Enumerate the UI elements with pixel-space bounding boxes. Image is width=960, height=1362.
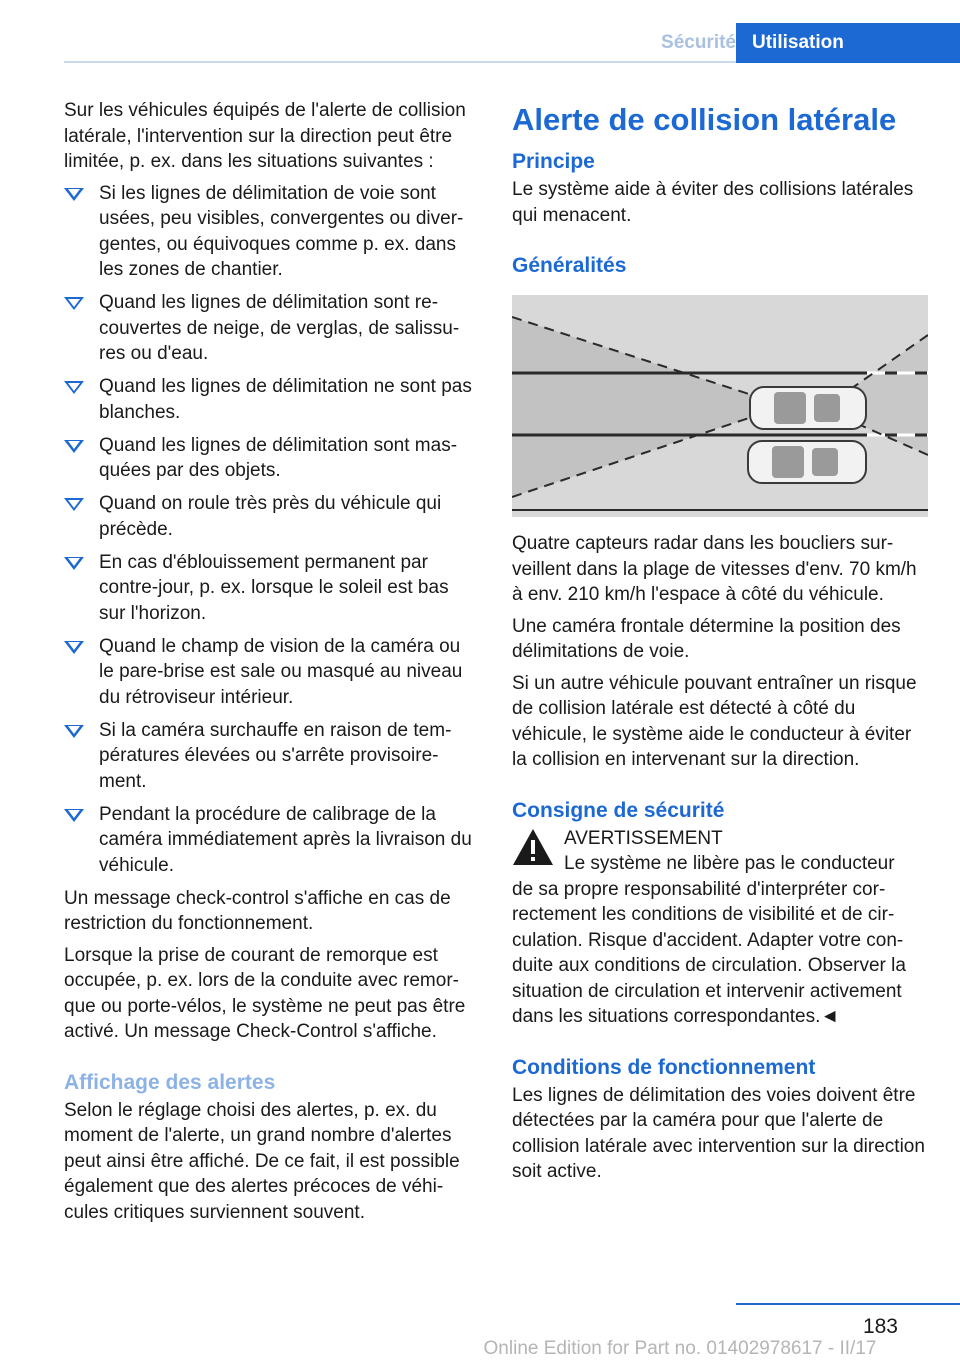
bullet-triangle-icon: [64, 557, 84, 570]
conditions-paragraph: Les lignes de délimitation des voies doivent être détectées par la caméra pour que l'alerte de collision latérale avec intervention sur la direction soit active.: [512, 1084, 925, 1182]
footer-rule: [736, 1303, 960, 1305]
list-item-text: Si la caméra surchauffe en raison de températures élevées ou s'arrête provisoirement.: [99, 719, 452, 792]
heading-principe: Principe: [512, 150, 595, 173]
bullet-triangle-icon: [64, 188, 84, 201]
generalites-paragraph-2: Une caméra frontale détermine la position des délimitations de voie.: [512, 615, 901, 662]
list-item-text: Si les lignes de délimitation de voie sont usées, peu visibles, convergentes ou divergentes, ou équivoques comme p. ex. dans les zones de chantier.: [99, 182, 464, 280]
warning-block: [512, 826, 930, 1030]
bullet-triangle-icon: [64, 809, 84, 822]
list-item-text: Quand on roule très près du véhicule qui précède.: [99, 493, 442, 540]
heading-consigne: Consigne de sécurité: [512, 798, 725, 822]
left-column: [64, 98, 479, 1231]
list-item: [64, 718, 479, 795]
principe-paragraph: Le système aide à éviter des collisions latérales qui menacent.: [512, 179, 914, 226]
car-ego: [750, 387, 866, 429]
list-item-text: Quand les lignes de délimitation sont recouvertes de neige, de verglas, de salissures ou d'eau.: [99, 292, 460, 364]
bullet-triangle-icon: [64, 297, 84, 310]
limitations-list: [64, 181, 479, 879]
road-diagram: [512, 295, 928, 517]
list-item: [64, 181, 479, 283]
list-item: [64, 491, 479, 542]
trailer-paragraph: Lorsque la prise de courant de remorque est occupée, p. ex. lors de la conduite avec remorque ou porte-vélos, le système ne peut pas être activé. Un message Check-Control s'affiche.: [64, 944, 466, 1042]
list-item: [64, 433, 479, 484]
warning-label: AVERTISSEMENT: [564, 827, 723, 849]
warning-text-first-line: Le système ne libère pas le conducteur: [564, 853, 895, 874]
list-item: [64, 290, 479, 367]
page-number: 183: [862, 1315, 898, 1338]
list-item-text: Pendant la procédure de calibrage de la caméra immédiatement après la livraison du véhicule.: [99, 803, 472, 876]
list-item-text: Quand les lignes de délimitation ne sont pas blanches.: [99, 376, 472, 423]
list-item-text: En cas d'éblouissement permanent par contre-jour, p. ex. lorsque le soleil est bas sur l'horizon.: [99, 551, 449, 624]
list-item: [64, 634, 479, 711]
warning-text: de sa propre responsabilité d'interpréter correctement les conditions de visibilité et de circulation. Risque d'accident. Adapter votre conduite aux conditions de circulation. Observer la situation de circulation et intervenir activement dans les situations correspondantes.◄: [512, 878, 906, 1027]
generalites-paragraph-3: Si un autre véhicule pouvant entraîner un risque de collision latérale est détecté à côté du véhicule, le système aide le conducteur à éviter la collision en intervenant sur la direction.: [512, 672, 917, 770]
edition-footer: Online Edition for Part no. 01402978617 - II/17: [483, 1338, 877, 1359]
warning-triangle-icon: [512, 828, 554, 866]
bullet-triangle-icon: [64, 498, 84, 511]
list-item: [64, 802, 479, 879]
heading-alerts-display: Affichage des alertes: [64, 1070, 276, 1094]
list-item: [64, 374, 479, 425]
page-title: Alerte de collision latérale: [512, 102, 897, 137]
check-control-paragraph: Un message check-control s'affiche en cas de restriction du fonctionnement.: [64, 887, 451, 934]
bullet-triangle-icon: [64, 725, 84, 738]
heading-conditions: Conditions de fonctionnement: [512, 1055, 816, 1079]
alerts-paragraph: Selon le réglage choisi des alertes, p. ex. du moment de l'alerte, un grand nombre d'alertes peut ainsi être affiché. De ce fait, il est possible également que des alertes précoces de véhicules critiques surviennent souvent.: [64, 1099, 460, 1223]
list-item: [64, 550, 479, 627]
bullet-triangle-icon: [64, 440, 84, 453]
car-adjacent: [748, 441, 866, 483]
bullet-triangle-icon: [64, 381, 84, 394]
generalites-paragraph-1: Quatre capteurs radar dans les boucliers surveillent dans la plage de vitesses d'env. 70 km/h à env. 210 km/h l'espace à côté du véhicule.: [512, 533, 917, 605]
bullet-triangle-icon: [64, 641, 84, 654]
radar-coverage-illustration: [512, 295, 928, 517]
heading-generalites: Généralités: [512, 254, 627, 277]
header-tab-securite[interactable]: Sécurité: [661, 32, 736, 53]
intro-paragraph: Sur les véhicules équipés de l'alerte de collision latérale, l'intervention sur la direction peut être limitée, p. ex. dans les situations suivantes :: [64, 100, 466, 172]
list-item-text: Quand les lignes de délimitation sont masquées par des objets.: [99, 434, 458, 481]
list-item-text: Quand le champ de vision de la caméra ou le pare-brise est sale ou masqué au niveau du rétroviseur intérieur.: [99, 635, 463, 708]
right-column: [512, 98, 930, 1191]
header-tab-utilisation[interactable]: Utilisation: [736, 23, 960, 63]
